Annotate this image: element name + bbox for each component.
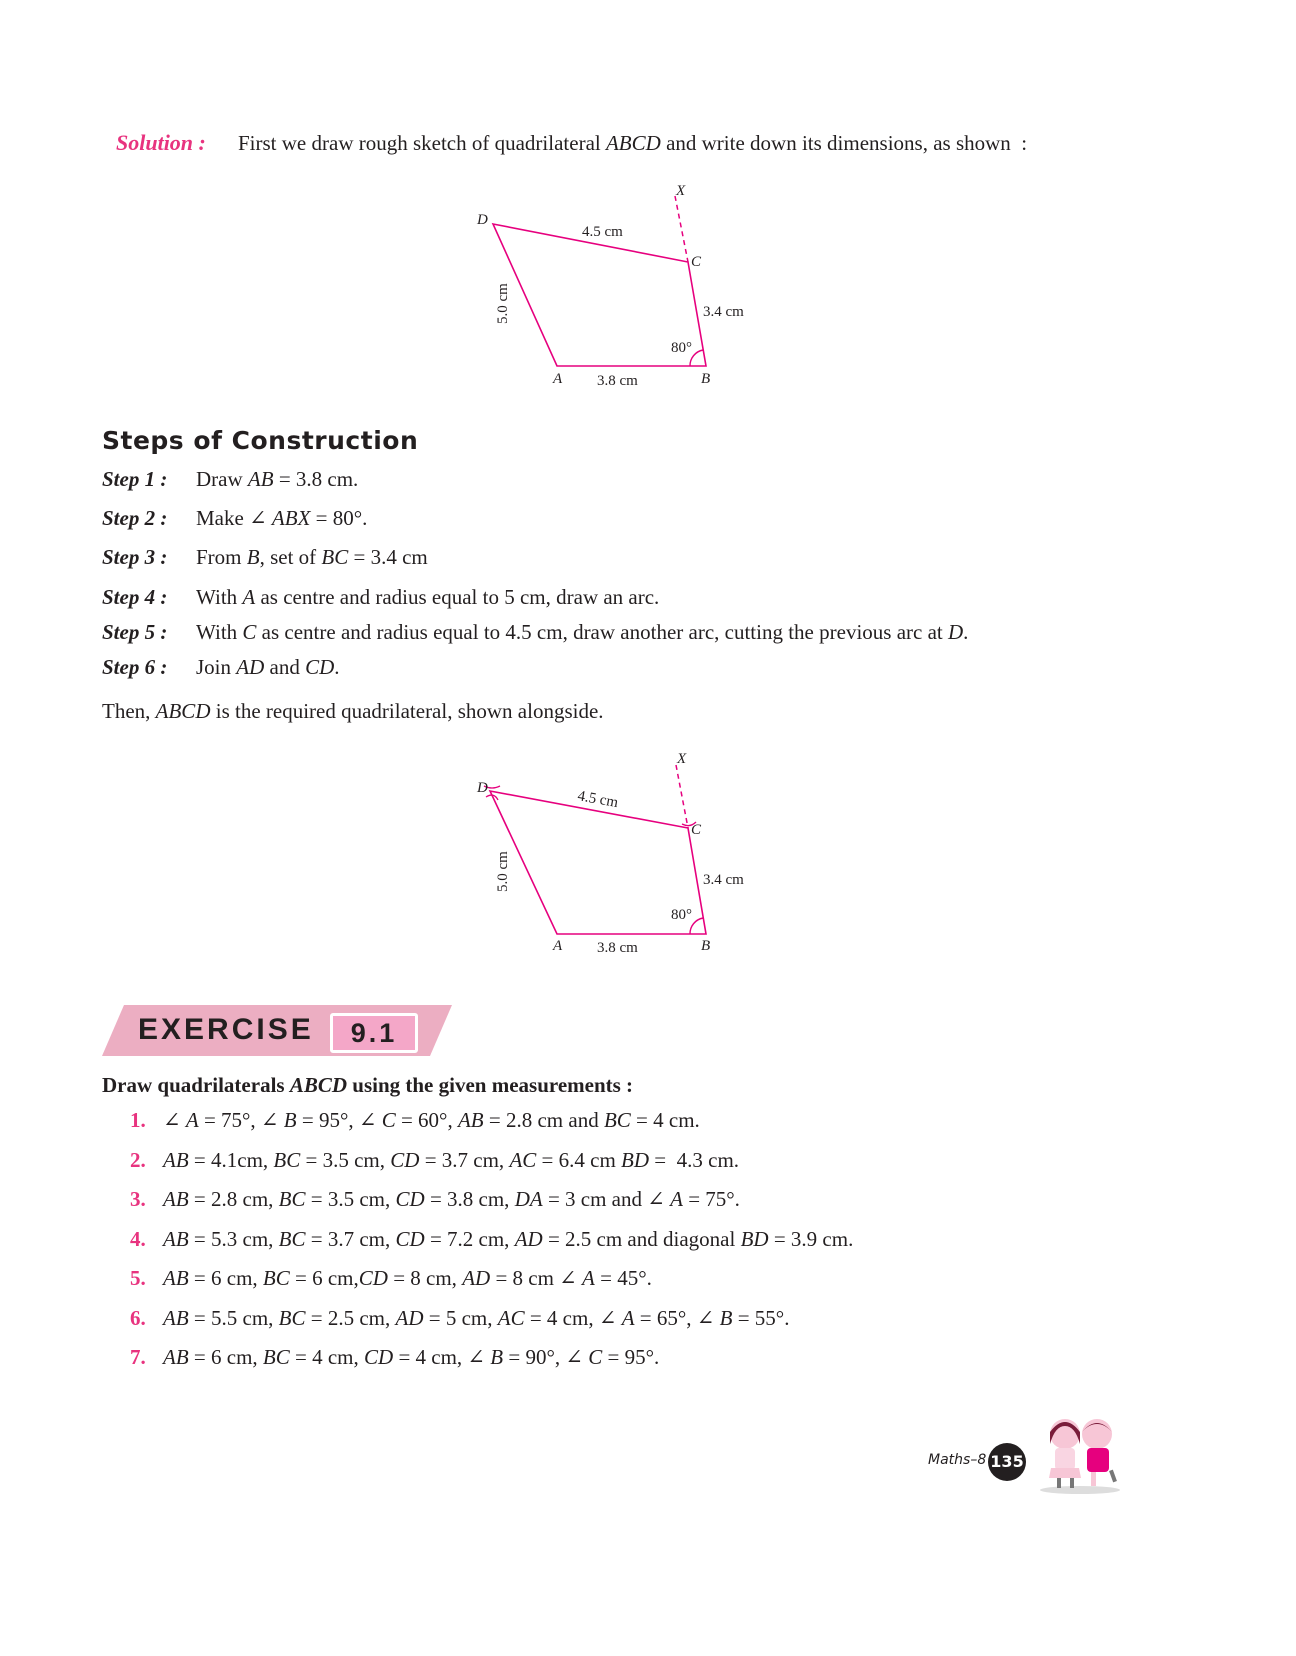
math-variable: B	[490, 1345, 504, 1369]
ray-bx-dashed	[675, 196, 688, 262]
label-dc: 4.5 cm	[582, 224, 623, 240]
step-text	[196, 545, 428, 570]
exercise-instruction	[102, 1073, 633, 1098]
text-segment: = 3.7 cm,	[305, 1226, 396, 1251]
math-variable: CD	[358, 1266, 388, 1290]
text-segment: = 3 cm and ∠	[542, 1187, 671, 1211]
text-segment: , set of	[259, 545, 322, 569]
question-number: 6.	[130, 1305, 146, 1330]
ray-bx-dashed	[676, 765, 688, 828]
math-variable: AD	[395, 1305, 424, 1330]
point-x: X	[676, 183, 686, 199]
text-segment: Draw quadrilaterals	[102, 1073, 290, 1097]
math-variable: AB	[163, 1147, 189, 1172]
text-segment: = 95°, ∠	[296, 1108, 382, 1132]
text-segment: = 3.5 cm,	[305, 1187, 396, 1211]
text-segment: With	[196, 585, 243, 609]
label-dc: 4.5 cm	[576, 788, 620, 812]
label-angle-b: 80°	[671, 340, 692, 356]
label-ad: 5.0 cm	[495, 851, 511, 892]
step-label: Step 2 :	[102, 506, 168, 530]
text-segment: = 90°, ∠	[503, 1345, 589, 1369]
text-segment: Then,	[102, 699, 156, 723]
math-variable: BC	[273, 1147, 301, 1172]
text-segment: = 75°, ∠	[198, 1108, 284, 1132]
text-segment: Join	[196, 655, 237, 679]
vertex-b: B	[701, 371, 711, 387]
math-variable: ABCD	[155, 699, 211, 723]
text-segment: = 6 cm,	[188, 1266, 263, 1290]
math-variable: B	[246, 545, 260, 569]
math-variable: BC	[278, 1187, 306, 1211]
question-text	[163, 1227, 853, 1252]
text-segment: = 95°.	[602, 1345, 660, 1369]
text-segment: Make ∠	[196, 506, 272, 530]
step-label: Step 4 :	[102, 585, 168, 609]
text-segment: .	[963, 620, 969, 644]
math-variable: AB	[457, 1108, 484, 1132]
math-variable: BD	[740, 1226, 769, 1251]
math-variable: DA	[514, 1187, 543, 1211]
final-construction-diagram	[0, 740, 1296, 970]
solution-label: Solution :	[116, 130, 206, 155]
text-segment: = 60°,	[395, 1108, 458, 1132]
text-segment: = 3.9 cm.	[768, 1226, 854, 1251]
text-segment: = 3.5 cm,	[300, 1147, 391, 1172]
text-segment: = 6 cm,	[289, 1266, 359, 1290]
question-text	[163, 1108, 700, 1133]
math-variable: A	[670, 1187, 683, 1211]
text-segment: = 45°.	[594, 1266, 652, 1290]
text-segment: = 75°.	[682, 1187, 740, 1211]
step-text	[196, 620, 968, 645]
text-segment: From	[196, 545, 247, 569]
text-segment: = 5.5 cm,	[188, 1305, 279, 1330]
vertex-d: D	[477, 780, 488, 796]
vertex-a: A	[553, 938, 563, 954]
label-ab: 3.8 cm	[597, 373, 638, 389]
text-segment: = 4 cm, ∠	[393, 1345, 491, 1369]
math-variable: D	[948, 620, 964, 644]
vertex-a: A	[553, 371, 563, 387]
text-segment: as centre and radius equal to 5 cm, draw an arc.	[255, 585, 660, 609]
text-segment: = 3.8 cm.	[273, 467, 359, 491]
math-variable: BC	[278, 1305, 306, 1330]
steps-heading: Steps of Construction	[102, 426, 419, 455]
step-text	[196, 506, 367, 531]
vertex-d: D	[477, 212, 488, 228]
text-segment: = 5 cm,	[423, 1305, 498, 1330]
math-variable: CD	[395, 1226, 425, 1251]
label-ab: 3.8 cm	[597, 940, 638, 956]
vertex-c: C	[691, 254, 702, 270]
label-angle-b: 80°	[671, 907, 692, 923]
math-variable: ABX	[271, 506, 311, 530]
text-segment: = 4 cm.	[630, 1108, 700, 1132]
text-segment: = 6.4 cm	[536, 1147, 622, 1172]
math-variable: CD	[305, 655, 335, 679]
text-segment: .	[334, 655, 340, 679]
step-text	[196, 467, 358, 492]
math-variable: AC	[497, 1305, 525, 1330]
page-number: 135	[988, 1443, 1026, 1481]
math-variable: BC	[321, 545, 349, 569]
text-segment: = 55°.	[732, 1305, 790, 1330]
math-variable: AB	[247, 467, 274, 491]
step-label: Step 3 :	[102, 545, 168, 569]
question-text	[163, 1148, 739, 1173]
math-variable: A	[185, 1108, 199, 1132]
math-variable: A	[242, 585, 256, 609]
math-variable: CD	[395, 1187, 425, 1211]
text-segment: = 2.8 cm,	[188, 1187, 279, 1211]
text-segment: With	[196, 620, 243, 644]
text-segment: = 2.8 cm and	[483, 1108, 604, 1132]
text-segment: = 3.8 cm,	[424, 1187, 515, 1211]
math-variable: BC	[603, 1108, 631, 1132]
label-bc: 3.4 cm	[703, 872, 744, 888]
text-segment: is the required quadrilateral, shown alongside.	[210, 699, 604, 723]
text-segment: = 6 cm,	[188, 1345, 263, 1369]
exercise-number: 9.1	[330, 1013, 418, 1053]
text-segment: and write down its dimensions, as shown :	[660, 131, 1028, 155]
math-variable: AB	[163, 1187, 189, 1211]
question-number: 2.	[130, 1147, 146, 1172]
question-text	[163, 1266, 652, 1291]
math-variable: C	[381, 1108, 396, 1132]
text-segment: using the given measurements :	[347, 1073, 634, 1097]
text-segment: = 2.5 cm,	[305, 1305, 396, 1330]
text-segment: = 5.3 cm,	[188, 1226, 279, 1251]
math-variable: B	[719, 1305, 733, 1330]
math-variable: CD	[390, 1147, 420, 1172]
question-number: 4.	[130, 1226, 146, 1251]
math-variable: AC	[509, 1147, 537, 1172]
text-segment: = 2.5 cm and diagonal	[542, 1226, 741, 1251]
book-title: Maths–8	[928, 1452, 987, 1468]
vertex-c: C	[691, 822, 702, 838]
question-number: 7.	[130, 1345, 146, 1369]
step-text	[196, 655, 340, 680]
math-variable: AB	[163, 1345, 189, 1369]
math-variable: BD	[621, 1147, 650, 1172]
text-segment: as centre and radius equal to 4.5 cm, draw another arc, cutting the previous arc at	[256, 620, 948, 644]
step-label: Step 1 :	[102, 467, 168, 491]
math-variable: A	[621, 1305, 635, 1330]
text-segment: = 4 cm,	[289, 1345, 364, 1369]
math-variable: AD	[514, 1226, 543, 1251]
math-variable: BC	[262, 1266, 290, 1290]
math-variable: ABCD	[605, 131, 661, 155]
math-variable: A	[582, 1266, 595, 1290]
math-variable: AD	[462, 1266, 491, 1290]
label-ad: 5.0 cm	[495, 283, 511, 324]
math-variable: CD	[364, 1345, 394, 1369]
question-text	[163, 1187, 740, 1212]
math-variable: AB	[163, 1226, 189, 1251]
point-x: X	[677, 751, 687, 767]
text-segment: Draw	[196, 467, 248, 491]
text-segment: = 3.4 cm	[348, 545, 428, 569]
question-number: 1.	[130, 1108, 146, 1132]
label-bc: 3.4 cm	[703, 304, 744, 320]
step-label: Step 5 :	[102, 620, 168, 644]
math-variable: ABCD	[289, 1073, 348, 1097]
text-segment: and	[264, 655, 306, 679]
text-segment: = 3.7 cm,	[419, 1147, 510, 1172]
text-segment: = 8 cm ∠	[490, 1266, 583, 1290]
question-text	[163, 1345, 659, 1370]
text-segment: = 4.1cm,	[188, 1147, 274, 1172]
text-segment: = 65°, ∠	[634, 1305, 720, 1330]
math-variable: B	[283, 1108, 297, 1132]
text-segment: = 4.3 cm.	[649, 1147, 740, 1172]
step-text	[196, 585, 659, 610]
math-variable: BC	[262, 1345, 290, 1369]
text-segment: = 7.2 cm,	[424, 1226, 515, 1251]
conclusion-text	[102, 699, 604, 724]
math-variable: AB	[163, 1305, 189, 1330]
text-segment: = 80°.	[310, 506, 368, 530]
math-variable: C	[242, 620, 257, 644]
math-variable: BC	[278, 1226, 306, 1251]
question-text	[163, 1306, 789, 1331]
text-segment: First we draw rough sketch of quadrilateral	[238, 131, 606, 155]
rough-sketch-diagram	[0, 0, 1296, 420]
text-segment: = 8 cm,	[387, 1266, 463, 1290]
vertex-b: B	[701, 938, 711, 954]
question-number: 5.	[130, 1266, 146, 1290]
math-variable: AD	[236, 655, 265, 679]
math-variable: AB	[163, 1266, 189, 1290]
exercise-title: EXERCISE	[138, 1013, 314, 1046]
children-mascot-illustration	[1035, 1412, 1130, 1494]
text-segment: = 4 cm, ∠	[524, 1305, 622, 1330]
math-variable: C	[588, 1345, 603, 1369]
question-number: 3.	[130, 1187, 146, 1211]
text-segment: ∠	[163, 1108, 186, 1132]
step-label: Step 6 :	[102, 655, 168, 679]
